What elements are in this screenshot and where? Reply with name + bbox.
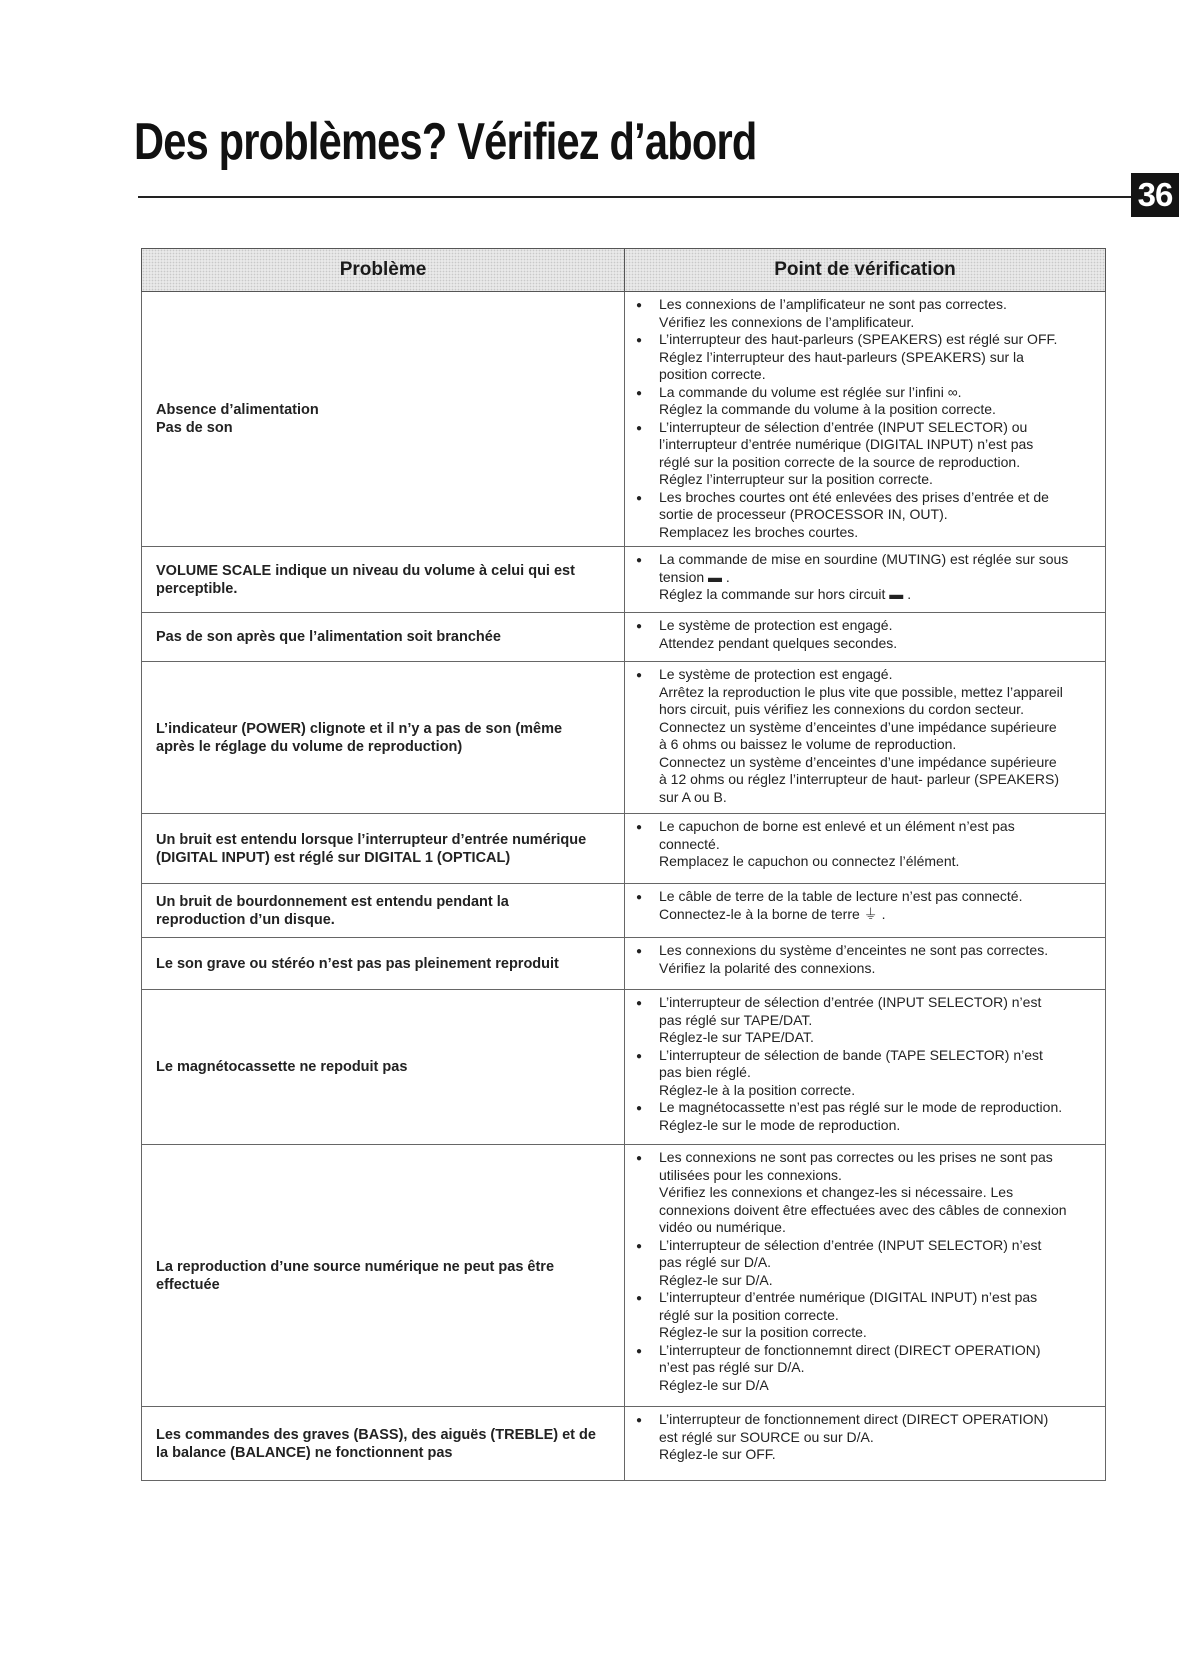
page-title: Des problèmes? Vérifiez d’abord xyxy=(134,113,757,171)
table-row xyxy=(141,884,1106,938)
check-cell xyxy=(625,1407,1105,1480)
problem-cell xyxy=(142,814,625,883)
check-item xyxy=(633,296,1103,331)
problem-cell xyxy=(142,662,625,813)
check-text: Les connexions du système d’enceintes ne sont pas correctes. Vérifiez la polarité des connexions. xyxy=(659,942,1049,976)
page-number-badge: 36 xyxy=(1131,173,1179,217)
problem-text: Pas de son après que l’alimentation soit branchée xyxy=(156,629,501,645)
check-item xyxy=(633,1047,1103,1100)
check-item xyxy=(633,994,1103,1047)
table-row xyxy=(141,292,1106,547)
check-cell xyxy=(625,938,1105,989)
check-item xyxy=(633,888,1103,923)
bullet-icon xyxy=(633,818,659,871)
bullet-icon xyxy=(633,1289,659,1342)
bullet-icon xyxy=(633,331,659,384)
problem-cell xyxy=(142,884,625,937)
check-text: Les connexions de l’amplificateur ne sont pas correctes. Vérifiez les connexions de l’amplificateur. xyxy=(659,296,1007,330)
check-text: Le magnétocassette n’est pas réglé sur le mode de reproduction. Réglez-le sur le mode de reproduction. xyxy=(659,1099,1063,1133)
check-text: L’interrupteur des haut-parleurs (SPEAKERS) est réglé sur OFF. Réglez l’interrupteur des haut-parleurs (SPEAKERS) sur la position correcte. xyxy=(659,331,1058,382)
check-cell xyxy=(625,884,1105,937)
check-text: Le capuchon de borne est enlevé et un élément n’est pas connecté. Remplacez le capuchon ou connectez l’élément. xyxy=(659,818,1015,869)
check-cell xyxy=(625,547,1105,612)
check-item xyxy=(633,489,1103,542)
problem-text: Un bruit est entendu lorsque l’interrupteur d’entrée numérique (DIGITAL INPUT) est réglé sur DIGITAL 1 (OPTICAL) xyxy=(156,831,587,866)
bullet-icon xyxy=(633,888,659,923)
check-text: Le système de protection est engagé. Attendez pendant quelques secondes. xyxy=(659,617,898,651)
bullet-icon xyxy=(633,419,659,489)
bullet-icon xyxy=(633,296,659,331)
check-item xyxy=(633,1411,1103,1464)
bullet-icon xyxy=(633,1149,659,1237)
problem-text: VOLUME SCALE indique un niveau du volume à celui qui est perceptible. xyxy=(156,562,575,597)
check-item xyxy=(633,1149,1103,1237)
check-text: L’interrupteur de sélection d’entrée (INPUT SELECTOR) ou l’interrupteur d’entrée numérique (DIGITAL INPUT) n’est pas réglé sur la position correcte de la source de reproduction. Réglez l’interrupteur sur la position correcte. xyxy=(659,418,1034,487)
problem-cell xyxy=(142,613,625,661)
problem-text: Le son grave ou stéréo n’est pas pas pleinement reproduit xyxy=(156,955,559,972)
table-row xyxy=(141,1145,1106,1407)
check-text: La commande de mise en sourdine (MUTING) est réglée sur sous tension ▬ . Réglez la commande sur hors circuit ▬ . xyxy=(659,551,1069,602)
table-row xyxy=(141,990,1106,1145)
check-item xyxy=(633,1289,1103,1342)
table-row xyxy=(141,613,1106,662)
problem-cell xyxy=(142,547,625,612)
check-text: Le câble de terre de la table de lecture n’est pas connecté. Connectez-le à la borne de terre ⏚ . xyxy=(659,888,1023,922)
check-item xyxy=(633,942,1103,977)
troubleshooting-table xyxy=(141,248,1106,1481)
table-row xyxy=(141,1407,1106,1481)
bullet-icon xyxy=(633,1237,659,1290)
problem-text: Le magnétocassette ne repoduit pas xyxy=(156,1059,408,1075)
table-header xyxy=(141,248,1106,292)
check-item xyxy=(633,331,1103,384)
check-cell xyxy=(625,990,1105,1144)
column-header-check: Point de vérification xyxy=(774,259,956,280)
check-text: L’interrupteur de sélection d’entrée (INPUT SELECTOR) n’est pas réglé sur TAPE/DAT. Réglez-le sur TAPE/DAT. xyxy=(659,994,1042,1045)
check-cell xyxy=(625,662,1105,813)
bullet-icon xyxy=(633,994,659,1047)
check-text: Le système de protection est engagé. Arrêtez la reproduction le plus vite que possible, mettez l’appareil hors circuit, puis vérifiez les connexions du cordon secteur. Connectez un système d’enceintes d’une impédance supérieure à 6 ohms ou baissez le volume de reproduction. Connectez un système d’enceintes d’une impédance supérieure à 12 ohms ou réglez l’interrupteur de haut- parleur (SPEAKERS) sur A ou B. xyxy=(659,666,1063,805)
check-text: L’interrupteur de fonctionnemnt direct (DIRECT OPERATION) n’est pas réglé sur D/A. Réglez-le sur D/A xyxy=(659,1341,1041,1393)
table-row xyxy=(141,662,1106,814)
check-cell xyxy=(625,613,1105,661)
bullet-icon xyxy=(633,1047,659,1100)
bullet-icon xyxy=(633,942,659,977)
title-divider xyxy=(138,196,1138,198)
bullet-icon xyxy=(633,1411,659,1464)
check-item xyxy=(633,1237,1103,1290)
bullet-icon xyxy=(633,1342,659,1395)
problem-text: Un bruit de bourdonnement est entendu pendant la reproduction d’un disque. xyxy=(156,893,509,928)
table-row xyxy=(141,938,1106,990)
check-text: La commande du volume est réglée sur l’infini ∞. Réglez la commande du volume à la position correcte. xyxy=(659,383,996,417)
problem-cell xyxy=(142,938,625,989)
bullet-icon xyxy=(633,666,659,806)
problem-cell xyxy=(142,292,625,546)
check-item xyxy=(633,384,1103,419)
problem-text: La reproduction d’une source numérique ne peut pas être effectuée xyxy=(156,1258,555,1293)
problem-text: L’indicateur (POWER) clignote et il n’y a pas de son (même après le réglage du volume de reproduction) xyxy=(156,720,563,755)
check-text: L’interrupteur de sélection d’entrée (INPUT SELECTOR) n’est pas réglé sur D/A. Réglez-le sur D/A. xyxy=(659,1236,1042,1288)
table-row xyxy=(141,547,1106,613)
check-cell xyxy=(625,1145,1105,1406)
check-item xyxy=(633,1099,1103,1134)
problem-cell xyxy=(142,1407,625,1480)
bullet-icon xyxy=(633,617,659,652)
problem-cell xyxy=(142,990,625,1144)
check-item xyxy=(633,419,1103,489)
table-row xyxy=(141,814,1106,884)
problem-text: Absence d’alimentation Pas de son xyxy=(156,402,319,436)
problem-cell xyxy=(142,1145,625,1406)
column-header-problem: Problème xyxy=(142,249,625,291)
check-text: L’interrupteur d’entrée numérique (DIGITAL INPUT) n’est pas réglé sur la position correcte. Réglez-le sur la position correcte. xyxy=(659,1289,1038,1340)
bullet-icon xyxy=(633,1099,659,1134)
check-text: L’interrupteur de sélection de bande (TAPE SELECTOR) n’est pas bien réglé. Réglez-le à la position correcte. xyxy=(659,1046,1043,1098)
check-item xyxy=(633,1342,1103,1395)
check-text: Les broches courtes ont été enlevées des prises d’entrée et de sortie de processeur (PROCESSOR IN, OUT). Remplacez les broches courtes. xyxy=(659,488,1049,540)
check-item xyxy=(633,666,1103,806)
bullet-icon xyxy=(633,551,659,604)
check-cell xyxy=(625,292,1105,546)
check-cell xyxy=(625,814,1105,883)
check-item xyxy=(633,551,1103,604)
check-text: L’interrupteur de fonctionnement direct (DIRECT OPERATION) est réglé sur SOURCE ou sur D/A. Réglez-le sur OFF. xyxy=(659,1411,1049,1462)
bullet-icon xyxy=(633,489,659,542)
problem-text: Les commandes des graves (BASS), des aiguës (TREBLE) et de la balance (BALANCE) ne fonctionnent pas xyxy=(156,1426,596,1461)
check-item xyxy=(633,818,1103,871)
check-item xyxy=(633,617,1103,652)
check-text: Les connexions ne sont pas correctes ou les prises ne sont pas utilisées pour les connexions. Vérifiez les connexions et changez-les si nécessaire. Les connexions doivent être effectuées avec des câbles de connexion vidéo ou numérique. xyxy=(659,1149,1067,1235)
bullet-icon xyxy=(633,384,659,419)
